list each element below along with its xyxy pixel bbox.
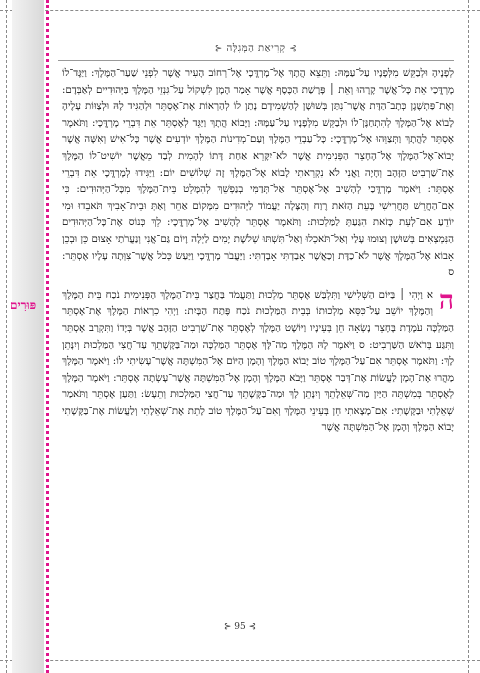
paragraph-chapter-4-end: לְפָנֶיהָ וּלְבַקֵּשׁ מִלְּפָנָיו עַל־עַמָּהּ: וַתֵּצֵא הֲתָךְ אֶל־מָרְדֳּכָי אֶל־רְחוֹב הָעִיר אֲשֶׁר לִפְנֵי שַׁעַר־הַמֶּלֶךְ: וַיַּגֶּד־לוֹ מָרְדֳּכַי אֵת כָּל־אֲשֶׁר קָרָהוּ וְאֵת ׀ פָּרָשַׁת הַכֶּסֶף אֲשֶׁר אָמַר הָמָן לִשְׁקוֹל עַל־גִּנְזֵי הַמֶּלֶךְ בַּיְּהוּדִיים לְאַבְּדָם: וְאֶת־פַּתְשֶׁגֶן כְּתָב־הַדָּת אֲשֶׁר־נִתַּן בְּשׁוּשָׁן לְהַשְׁמִידָם נָתַן לוֹ לְהַרְאוֹת אֶת־אֶסְתֵּר וּלְהַגִּיד לָהּ וּלְצַוּוֹת עָלֶיהָ לָבוֹא אֶל־הַמֶּלֶךְ לְהִתְחַנֶּן־לוֹ וּלְבַקֵּשׁ מִלְּפָנָיו עַל־עַמָּהּ: וַיָּבוֹא הֲתָךְ וַיַּגֵּד לְאֶסְתֵּר אֵת דִּבְרֵי מָרְדֳּכָי: וַתֹּאמֶר אֶסְתֵּר לַהֲתָךְ וַתְּצַוֵּהוּ אֶל־מָרְדֳּכָי: כָּל־עַבְדֵי הַמֶּלֶךְ וְעַם־מְדִינוֹת הַמֶּלֶךְ יוֹדְעִים אֲשֶׁר כָּל־אִישׁ וְאִשָּׁה אֲשֶׁר יָבוֹא־אֶל־הַמֶּלֶךְ אֶל־הֶחָצֵר הַפְּנִימִית אֲשֶׁר לֹא־יִקָּרֵא אַחַת דָּתוֹ לְהָמִית לְבַד מֵאֲשֶׁר יוֹשִׁיט־לוֹ הַמֶּלֶךְ אֶת־שַׁרְבִיט הַזָּהָב וְחָיָה וַאֲנִי לֹא נִקְרֵאתִי לָבוֹא אֶל־הַמֶּלֶךְ זֶה שְׁלוֹשִׁים יוֹם: וַיַּגִּידוּ לְמָרְדֳּכָי אֵת דִּבְרֵי אֶסְתֵּר: וַיֹּאמֶר מָרְדֳּכַי לְהָשִׁיב אֶל־אֶסְתֵּר אַל־תְּדַמִּי בְנַפְשֵׁךְ לְהִמָּלֵט בֵּית־הַמֶּלֶךְ מִכָּל־הַיְּהוּדִים: כִּי אִם־הַחֲרֵשׁ תַּחֲרִישִׁי בָּעֵת הַזֹּאת רֶוַח וְהַצָּלָה יַעֲמוֹד לַיְּהוּדִים מִמָּקוֹם אַחֵר וְאַתְּ וּבֵית־אָבִיךְ תֹּאבֵדוּ וּמִי יוֹדֵעַ אִם־לְעֵת כָּזֹאת הִגַּעַתְּ לַמַּלְכוּת: וַתֹּאמֶר אֶסְתֵּר לְהָשִׁיב אֶל־מָרְדֳּכָי: לֵךְ כְּנוֹס אֶת־כָּל־הַיְּהוּדִים הַנִּמְצְאִים בְּשׁוּשָׁן וְצוּמוּ עָלַי וְאַל־תֹּאכְלוּ וְאַל־תִּשְׁתּוּ שְׁלֹשֶׁת יָמִים לַיְלָה וָיוֹם גַּם־אֲנִי וְנַעֲרֹתַי אָצוּם כֵּן וּבְכֵן אָבוֹא אֶל־הַמֶּלֶךְ אֲשֶׁר לֹא־כַדָּת וְכַאֲשֶׁר אָבַדְתִּי אָבָדְתִּי: וַיַּעֲבֹר מָרְדֳּכָי וַיַּעַשׂ כְּכֹל אֲשֶׁר־צִוְּתָה עָלָיו אֶסְתֵּר: ס: [62, 68, 454, 279]
right-trim-line: [468, 0, 469, 673]
footer-ornament-left-icon: ⊱: [223, 622, 232, 632]
header-ornament-right-icon: ⊰: [289, 44, 298, 54]
top-trim-line: [0, 10, 480, 11]
header-ornament-left-icon: ⊱: [214, 44, 223, 54]
paragraph-chapter-5-start: [62, 285, 454, 437]
dotted-margin-guide: [46, 0, 49, 673]
bottom-trim-line: [0, 660, 480, 661]
header-title: קְרִיאַת הַמְּגִלָּה: [226, 43, 286, 54]
header-rule: [58, 60, 454, 61]
page-footer: [0, 622, 480, 632]
page-number: 95: [234, 622, 246, 632]
side-margin-panel: [12, 0, 44, 673]
running-header: [58, 43, 454, 54]
scripture-text: [62, 66, 454, 437]
left-trim-line: [6, 0, 7, 673]
chapter-initial-letter: ה: [439, 285, 454, 316]
section-tab-label: פּוּרִים: [10, 298, 37, 312]
paragraph-chapter-5-text: א וַיְהִי ׀ בַּיּוֹם הַשְּׁלִישִׁי וַתִּלְבַּשׁ אֶסְתֵּר מַלְכוּת וַתַּעֲמֹד בַּחֲצַר בֵּית־הַמֶּלֶךְ הַפְּנִימִית נֹכַח בֵּית הַמֶּלֶךְ וְהַמֶּלֶךְ יוֹשֵׁב עַל־כִּסֵּא מַלְכוּתוֹ בְּבֵית הַמַּלְכוּת נֹכַח פֶּתַח הַבָּיִת: וַיְהִי כִרְאוֹת הַמֶּלֶךְ אֶת־אֶסְתֵּר הַמַּלְכָּה עֹמֶדֶת בֶּחָצֵר נָשְׂאָה חֵן בְּעֵינָיו וַיּוֹשֶׁט הַמֶּלֶךְ לְאֶסְתֵּר אֶת־שַׁרְבִיט הַזָּהָב אֲשֶׁר בְּיָדוֹ וַתִּקְרַב אֶסְתֵּר וַתִּגַּע בְּרֹאשׁ הַשַּׁרְבִיט: ס וַיֹּאמֶר לָהּ הַמֶּלֶךְ מַה־לָּךְ אֶסְתֵּר הַמַּלְכָּה וּמַה־בַּקָּשָׁתֵךְ עַד־חֲצִי הַמַּלְכוּת וְיִנָּתֵן לָךְ: וַתֹּאמֶר אֶסְתֵּר אִם־עַל־הַמֶּלֶךְ טוֹב יָבוֹא הַמֶּלֶךְ וְהָמָן הַיּוֹם אֶל־הַמִּשְׁתֶּה אֲשֶׁר־עָשִׂיתִי לוֹ: וַיֹּאמֶר הַמֶּלֶךְ מַהֲרוּ אֶת־הָמָן לַעֲשׂוֹת אֶת־דְּבַר אֶסְתֵּר וַיָּבֹא הַמֶּלֶךְ וְהָמָן אֶל־הַמִּשְׁתֶּה אֲשֶׁר־עָשְׂתָה אֶסְתֵּר: וַיֹּאמֶר הַמֶּלֶךְ לְאֶסְתֵּר בְּמִשְׁתֵּה הַיַּיִן מַה־שְּׁאֵלָתֵךְ וְיִנָּתֵן לָךְ וּמַה־בַּקָּשָׁתֵךְ עַד־חֲצִי הַמַּלְכוּת וְתֵעָשׂ: וַתַּעַן אֶסְתֵּר וַתֹּאמַר שְׁאֵלָתִי וּבַקָּשָׁתִי: אִם־מָצָאתִי חֵן בְּעֵינֵי הַמֶּלֶךְ וְאִם־עַל־הַמֶּלֶךְ טוֹב לָתֵת אֶת־שְׁאֵלָתִי וְלַעֲשׂוֹת אֶת־בַּקָּשָׁתִי יָבוֹא הַמֶּלֶךְ וְהָמָן אֶל־הַמִּשְׁתֶּה אֲשֶׁר: [62, 289, 454, 434]
footer-ornament-right-icon: ⊰: [248, 622, 257, 632]
